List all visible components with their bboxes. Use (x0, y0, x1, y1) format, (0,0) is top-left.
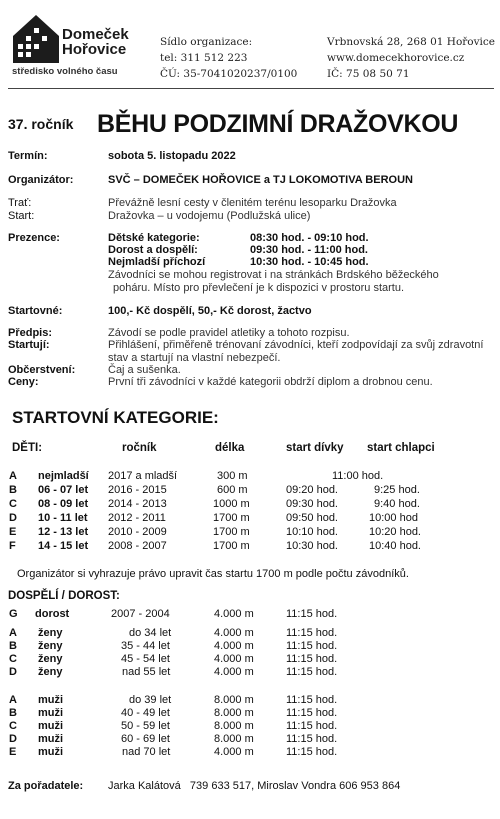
category-letter: B (9, 640, 17, 652)
category-age: nejmladší (38, 470, 89, 482)
kids-start-note: Organizátor si vyhrazuje právo upravit čas startu 1700 m podle počtu závodníků. (17, 568, 409, 580)
category-year: 2012 - 2011 (108, 512, 166, 524)
rules-label: Předpis: (8, 327, 53, 339)
category-age: 12 - 13 let (38, 526, 89, 538)
category-letter: E (9, 746, 17, 758)
category-start-time: 11:15 hod. (286, 746, 338, 758)
registration-note-line1: Závodníci se mohou registrovat i na stránkách Brdského běžeckého (108, 269, 439, 281)
category-letter: B (9, 707, 17, 719)
kids-header-length: délka (215, 442, 245, 454)
category-length: 1700 m (213, 526, 250, 538)
track-label: Trať: (8, 197, 32, 209)
category-letter: G (9, 608, 18, 620)
category-age: nad 70 let (122, 746, 171, 758)
participants-value-line1: Přihlášení, přiměřeně trénovaní závodníci, kteří zodpovídají za svůj zdravotní (108, 339, 484, 351)
category-age: 06 - 07 let (38, 484, 89, 496)
house-icon (12, 14, 60, 64)
registration-row-name: Dětské kategorie: (108, 232, 200, 244)
category-length: 4.000 m (214, 627, 254, 639)
category-length: 8.000 m (214, 694, 254, 706)
category-start-time: 11:15 hod. (286, 627, 338, 639)
kids-header-boys: start chlapci (367, 442, 435, 454)
category-start-boys: 10:40 hod. (369, 540, 421, 552)
category-start-boys: 10:00 hod (369, 512, 418, 524)
category-start-boys: 10:20 hod. (369, 526, 421, 538)
registration-row-time: 09:30 hod. - 11:00 hod. (250, 244, 368, 256)
registration-note-line2: poháru. Místo pro převlečení je k dispozici v prostoru startu. (113, 282, 405, 294)
category-letter: C (9, 653, 17, 665)
category-letter: E (9, 526, 17, 538)
category-letter: D (9, 733, 17, 745)
kids-header-group: DĚTI: (12, 442, 43, 454)
category-letter: C (9, 498, 17, 510)
refreshments-label: Občerstvení: (8, 364, 76, 376)
category-length: 4.000 m (214, 666, 254, 678)
registration-row-name: Dorost a dospělí: (108, 244, 198, 256)
category-start-time: 11:15 hod. (286, 666, 338, 678)
date-value: sobota 5. listopadu 2022 (108, 150, 236, 162)
prizes-label: Ceny: (8, 376, 39, 388)
category-length: 1000 m (213, 498, 250, 510)
category-start-boys: 9:25 hod. (374, 484, 420, 496)
registration-row-time: 10:30 hod. - 10:45 hod. (250, 256, 369, 268)
header-seat-label: Sídlo organizace: (160, 36, 253, 48)
prizes-value: První tři závodníci v každé kategorii obdrží diplom a drobnou cenu. (108, 376, 433, 388)
kids-header-girls: start dívky (286, 442, 344, 454)
category-year: 2007 - 2004 (111, 608, 170, 620)
category-letter: C (9, 720, 17, 732)
category-start-girls: 09:20 hod. (286, 484, 338, 496)
header-account: ČÚ: 35-7041020237/0100 (160, 68, 298, 80)
category-name: ženy (38, 666, 63, 678)
category-letter: B (9, 484, 17, 496)
adults-title: DOSPĚLÍ / DOROST: (8, 590, 120, 602)
category-year: 2014 - 2013 (108, 498, 167, 510)
category-year: 2008 - 2007 (108, 540, 167, 552)
participants-label: Startují: (8, 339, 50, 351)
category-name: muži (38, 746, 64, 758)
registration-row-time: 08:30 hod. - 09:10 hod. (250, 232, 369, 244)
category-length: 8.000 m (214, 707, 254, 719)
category-year: 2010 - 2009 (108, 526, 167, 538)
category-letter: F (9, 540, 16, 552)
category-age: nad 55 let (122, 666, 171, 678)
category-age: 08 - 09 let (38, 498, 89, 510)
category-start-time: 11:15 hod. (286, 640, 338, 652)
category-start-girls: 09:50 hod. (286, 512, 338, 524)
category-letter: D (9, 666, 17, 678)
category-length: 4.000 m (214, 653, 254, 665)
category-length: 600 m (217, 484, 248, 496)
category-age: 10 - 11 let (38, 512, 88, 524)
header-divider (8, 88, 494, 89)
logo-name-line2: Hořovice (62, 41, 127, 58)
category-length: 1700 m (213, 540, 250, 552)
category-name: muži (38, 707, 64, 719)
category-year: 2016 - 2015 (108, 484, 167, 496)
header-ico: IČ: 75 08 50 71 (327, 68, 410, 80)
organizer-value: SVČ – DOMEČEK HOŘOVICE a TJ LOKOMOTIVA BEROUN (108, 174, 413, 186)
category-letter: A (9, 470, 17, 482)
category-age: 60 - 69 let (121, 733, 170, 745)
page-title: BĚHU PODZIMNÍ DRAŽOVKOU (97, 110, 459, 138)
date-label: Termín: (8, 150, 48, 162)
kids-header-year: ročník (122, 442, 157, 454)
category-name: muži (38, 694, 64, 706)
category-letter: A (9, 694, 17, 706)
start-value: Dražovka – u vodojemu (Podlužská ulice) (108, 210, 311, 222)
category-age: 50 - 59 let (121, 720, 170, 732)
category-age: 35 - 44 let (121, 640, 170, 652)
category-start-time: 11:15 hod. (286, 733, 338, 745)
category-start-time: 11:15 hod. (286, 720, 338, 732)
category-start-time: 11:15 hod. (286, 707, 338, 719)
entry-fee-label: Startovné: (8, 305, 63, 317)
rules-value: Závodí se podle pravidel atletiky a tohoto rozpisu. (108, 327, 350, 339)
category-length: 1700 m (213, 512, 250, 524)
registration-row-name: Nejmladší příchozí (108, 256, 206, 268)
category-start-girls: 09:30 hod. (286, 498, 338, 510)
category-start-both: 11:00 hod. (332, 470, 384, 482)
entry-fee-value: 100,- Kč dospělí, 50,- Kč dorost, žactvo (108, 305, 312, 317)
organizers-contacts: Jarka Kalátová 739 633 517, Miroslav Vondra 606 953 864 (108, 780, 401, 792)
category-name: ženy (38, 640, 63, 652)
category-start-girls: 10:10 hod. (286, 526, 338, 538)
category-start-girls: 10:30 hod. (286, 540, 338, 552)
category-age: do 34 let (129, 627, 172, 639)
header-phone: tel: 311 512 223 (160, 52, 248, 64)
category-name: dorost (35, 608, 70, 620)
category-start-time: 11:15 hod. (286, 653, 338, 665)
category-letter: A (9, 627, 17, 639)
category-age: 14 - 15 let (38, 540, 89, 552)
start-label: Start: (8, 210, 35, 222)
category-name: muži (38, 733, 64, 745)
category-length: 4.000 m (214, 640, 254, 652)
category-name: muži (38, 720, 64, 732)
category-letter: D (9, 512, 17, 524)
logo-name-line1: Domeček (62, 26, 129, 43)
categories-title: STARTOVNÍ KATEGORIE: (12, 408, 219, 427)
header-website: www.domecekhorovice.cz (327, 52, 465, 64)
category-year: 2017 a mladší (108, 470, 178, 482)
logo-subtitle: středisko volného času (12, 66, 118, 77)
category-start-time: 11:15 hod. (286, 694, 338, 706)
category-length: 8.000 m (214, 733, 254, 745)
category-start-time: 11:15 hod. (286, 608, 338, 620)
category-age: 40 - 49 let (121, 707, 170, 719)
category-length: 8.000 m (214, 720, 254, 732)
refreshments-value: Čaj a sušenka. (108, 364, 181, 376)
registration-label: Prezence: (8, 232, 60, 244)
category-name: ženy (38, 627, 63, 639)
header-address: Vrbnovská 28, 268 01 Hořovice (327, 36, 496, 48)
category-age: 45 - 54 let (121, 653, 170, 665)
participants-value-line2: stav a startují na vlastní nebezpečí. (108, 352, 281, 364)
category-age: do 39 let (129, 694, 172, 706)
category-name: ženy (38, 653, 63, 665)
track-value: Převážně lesní cesty v členitém terénu lesoparku Dražovka (108, 197, 397, 209)
category-start-boys: 9:40 hod. (374, 498, 420, 510)
organizer-label: Organizátor: (8, 174, 74, 186)
category-length: 300 m (217, 470, 248, 482)
category-length: 4.000 m (214, 608, 254, 620)
organizers-label: Za pořadatele: (8, 780, 84, 792)
edition-label: 37. ročník (8, 116, 74, 132)
category-length: 4.000 m (214, 746, 254, 758)
